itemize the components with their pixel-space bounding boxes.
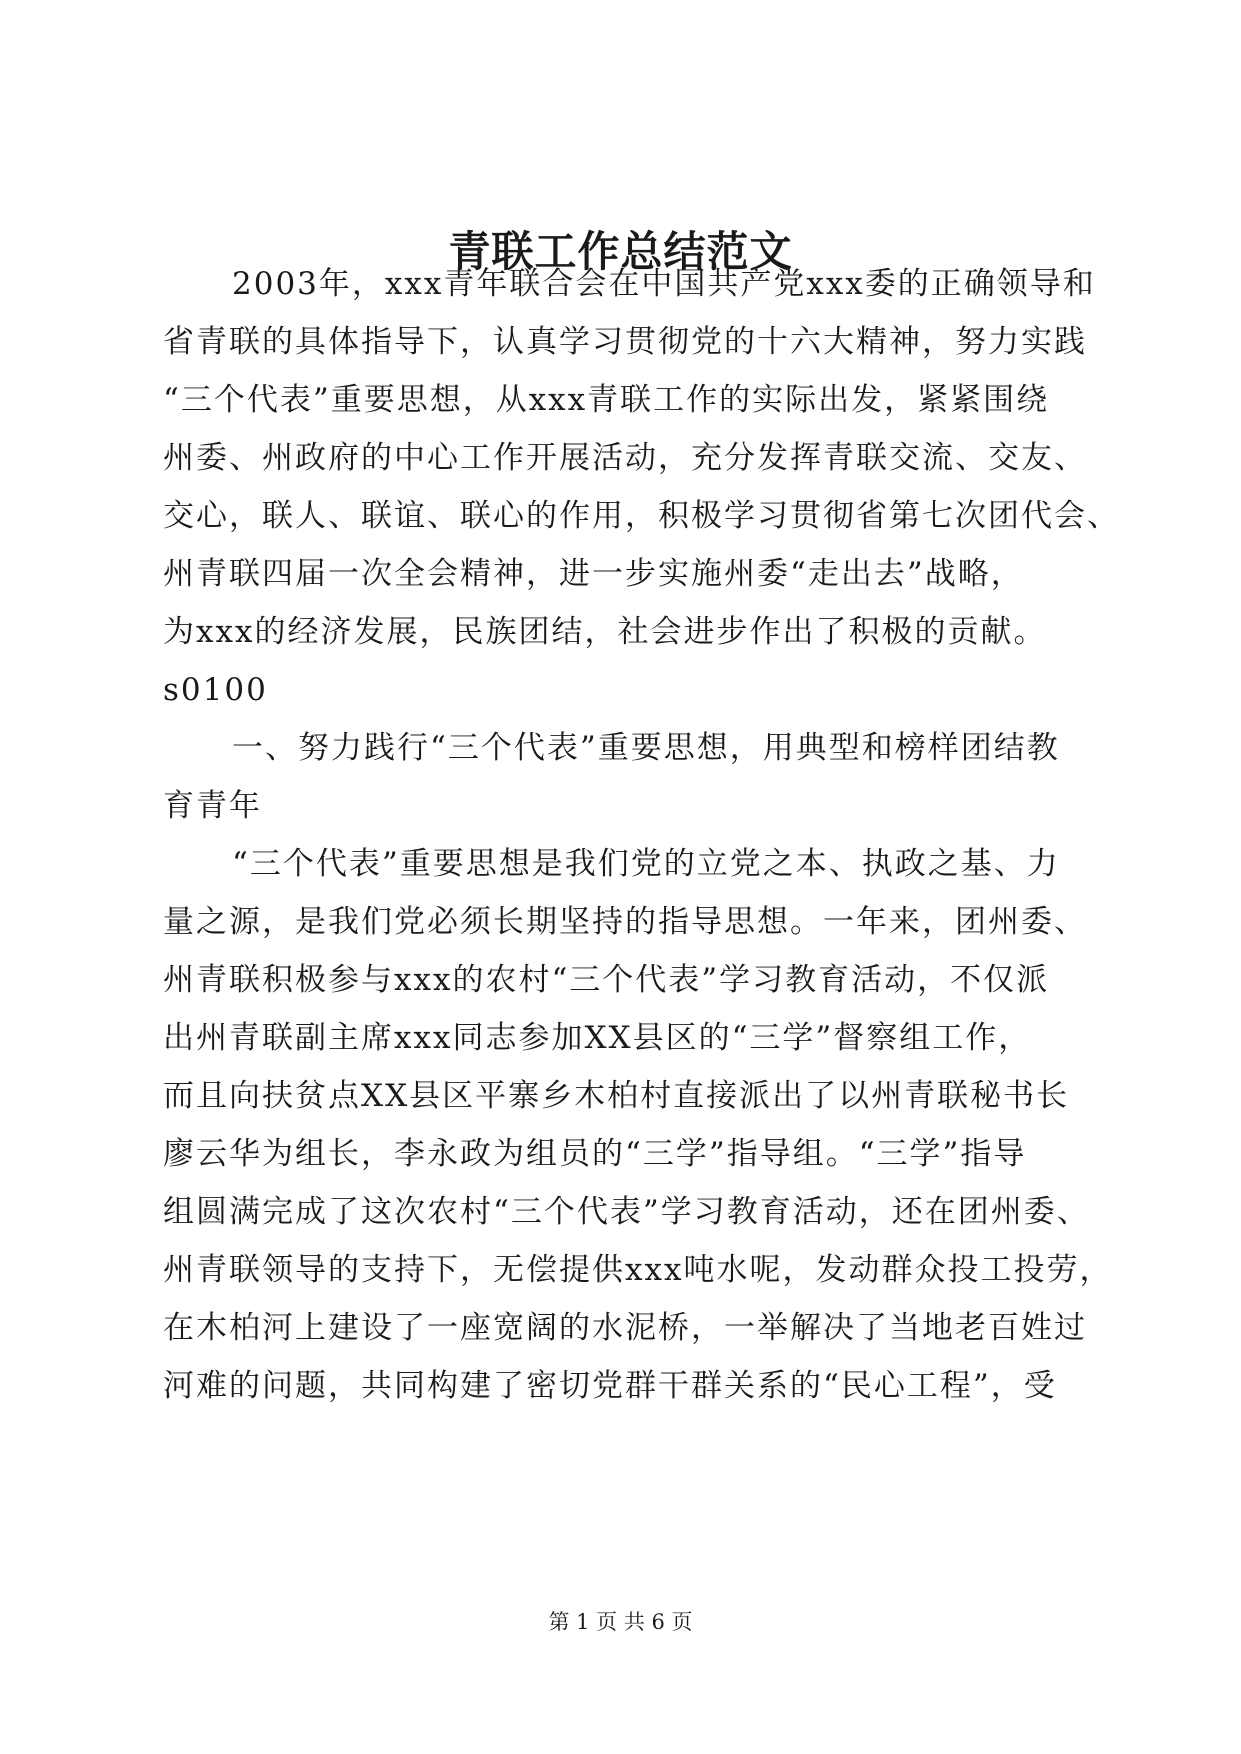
document-title: 青联工作总结范文	[448, 227, 793, 276]
paragraph-line: 州青联四届一次全会精神，进一步实施州委“走出去”战略，	[163, 556, 1024, 592]
paragraph-line: 为xxx的经济发展，民族团结，社会进步作出了积极的贡献。	[163, 614, 1047, 650]
paragraph-line: 省青联的具体指导下，认真学习贯彻党的十六大精神，努力实践	[163, 324, 1087, 360]
paragraph-line: 组圆满完成了这次农村“三个代表”学习教育活动，还在团州委、	[163, 1194, 1090, 1230]
paragraph-line: 河难的问题，共同构建了密切党群干群关系的“民心工程”，受	[163, 1368, 1057, 1404]
paragraph-line: 州委、州政府的中心工作开展活动，充分发挥青联交流、交友、	[163, 440, 1087, 476]
paragraph-line: “三个代表”重要思想是我们党的立党之本、执政之基、力	[232, 846, 1060, 882]
paragraph-line: 州青联积极参与xxx的农村“三个代表”学习教育活动，不仅派	[163, 962, 1050, 998]
paragraph-line: 量之源，是我们党必须长期坚持的指导思想。一年来，团州委、	[163, 904, 1087, 940]
paragraph-line: 出州青联副主席xxx同志参加XX县区的“三学”督察组工作，	[163, 1020, 1032, 1056]
page-footer: 第 1 页 共 6 页	[548, 1610, 693, 1634]
paragraph-line: 交心，联人、联谊、联心的作用，积极学习贯彻省第七次团代会、	[163, 498, 1120, 534]
paragraph-line: s0100	[163, 672, 268, 708]
paragraph-line: 廖云华为组长，李永政为组员的“三学”指导组。“三学”指导	[163, 1136, 1027, 1172]
paragraph-line: 2003年，xxx青年联合会在中国共产党xxx委的正确领导和	[232, 266, 1096, 302]
paragraph-line: 州青联领导的支持下，无偿提供xxx吨水呢，发动群众投工投劳，	[163, 1252, 1113, 1288]
section-heading-line: 一、努力践行“三个代表”重要思想，用典型和榜样团结教	[232, 730, 1060, 766]
paragraph-line: 在木柏河上建设了一座宽阔的水泥桥，一举解决了当地老百姓过	[163, 1310, 1087, 1346]
section-heading-line: 育青年	[163, 788, 262, 824]
paragraph-line: “三个代表”重要思想，从xxx青联工作的实际出发，紧紧围绕	[163, 382, 1050, 418]
paragraph-line: 而且向扶贫点XX县区平寨乡木柏村直接派出了以州青联秘书长	[163, 1078, 1070, 1114]
